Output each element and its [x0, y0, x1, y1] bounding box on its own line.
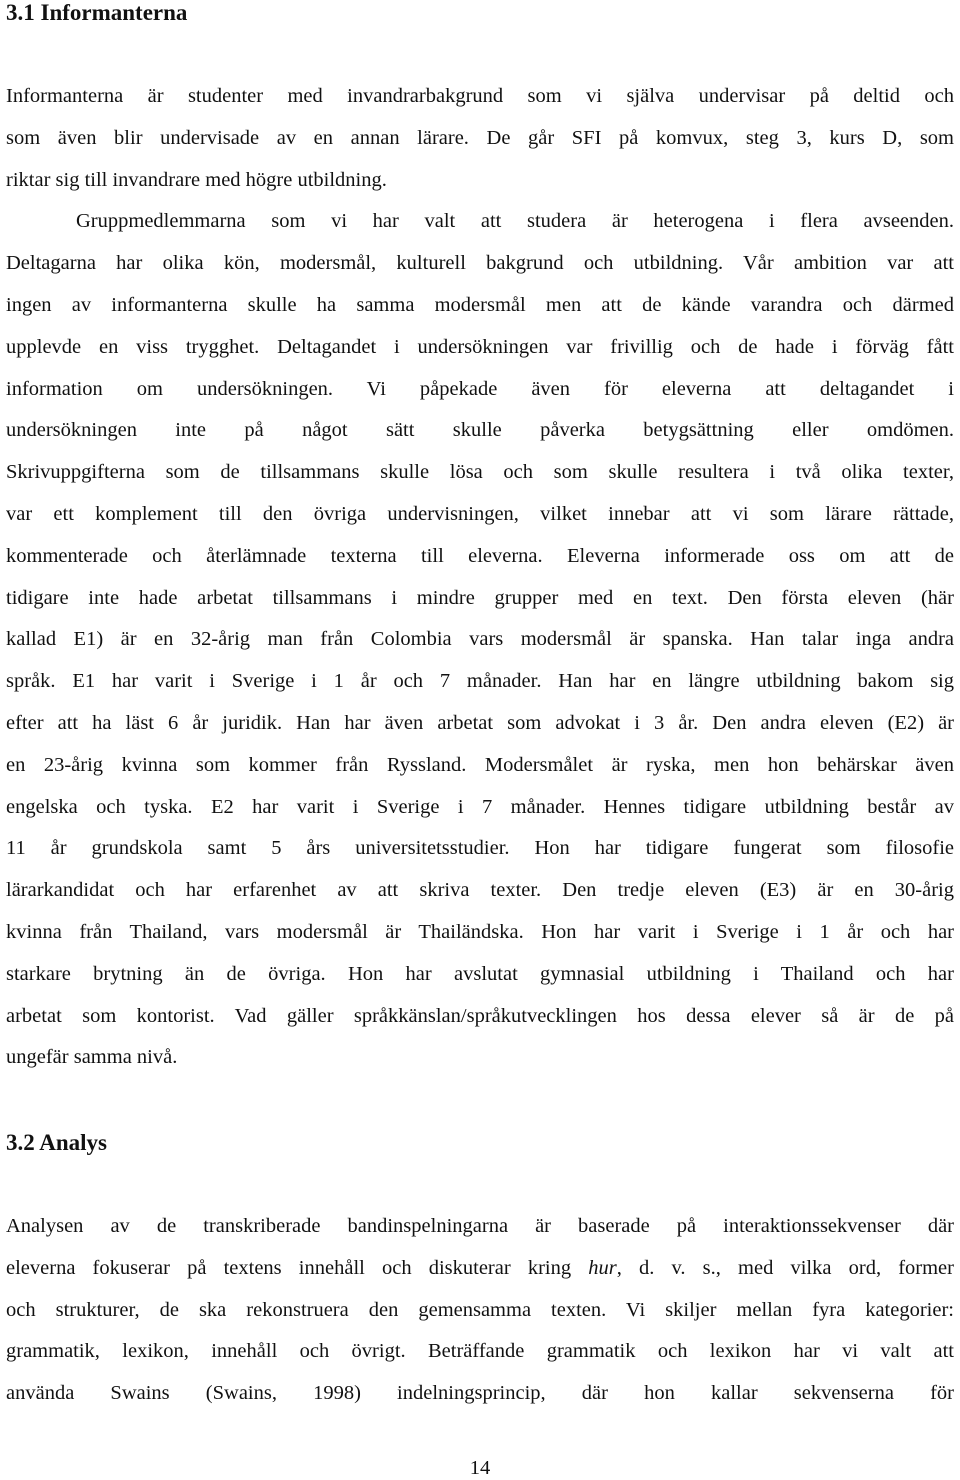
text-line: och strukturer, de ska rekonstruera den gemensamma texten. Vi skiljer mellan fyra kategorier: [6, 1298, 954, 1321]
text-line: grammatik, lexikon, innehåll och övrigt. Beträffande grammatik och lexikon har vi valt att [6, 1340, 954, 1363]
text-line: 11 år grundskola samt 5 års universitetsstudier. Hon har tidigare fungerat som filosofie [6, 837, 954, 860]
text-line: Deltagarna har olika kön, modersmål, kulturell bakgrund och utbildning. Vår ambition var att [6, 252, 954, 275]
text-line: Skrivuppgifterna som de tillsammans skulle lösa och som skulle resultera i två olika texter, [6, 461, 954, 484]
italic-word: hur [588, 1256, 617, 1279]
text-line: information om undersökningen. Vi påpekade även för eleverna att deltagandet i [6, 377, 954, 400]
text-line: kallad E1) är en 32-årig man från Colombia vars modersmål är spanska. Han talar inga andra [6, 628, 954, 651]
text-line: kommenterade och återlämnade texterna till eleverna. Eleverna informerade oss om att de [6, 544, 954, 567]
text-line: upplevde en viss trygghet. Deltagandet i undersökningen var frivillig och de hade i förväg fått [6, 335, 954, 358]
text-segment: , d. v. s., med vilka ord, former [616, 1256, 954, 1279]
text-line-with-italic [6, 1248, 954, 1290]
text-line: var ett komplement till den övriga undervisningen, vilket innebar att vi som lärare rättade, [6, 502, 954, 525]
paragraph-informanterna [6, 76, 954, 1079]
paragraph-analys [6, 1206, 954, 1415]
text-line: Informanterna är studenter med invandrarbakgrund som vi själva undervisar på deltid och [6, 85, 954, 107]
text-line: efter att ha läst 6 år juridik. Han har även arbetat som advokat i 3 år. Den andra eleven (E2) är [6, 711, 954, 734]
text-line: arbetat som kontorist. Vad gäller språkkänslan/språkutvecklingen hos dessa elever så är de på [6, 1004, 954, 1027]
text-line: som även blir undervisade av en annan lärare. De går SFI på komvux, steg 3, kurs D, som [6, 126, 954, 149]
text-line: språk. E1 har varit i Sverige i 1 år och 7 månader. Han har en längre utbildning bakom sig [6, 670, 954, 693]
text-line: engelska och tyska. E2 har varit i Sverige i 7 månader. Hennes tidigare utbildning består av [6, 795, 954, 818]
section-heading-informanterna: 3.1 Informanterna [6, 0, 188, 25]
section-heading-analys: 3.2 Analys [6, 1130, 107, 1155]
text-line: riktar sig till invandrare med högre utbildning. [6, 168, 387, 191]
text-line: kvinna från Thailand, vars modersmål är Thailändska. Hon har varit i Sverige i 1 år och har [6, 920, 954, 943]
text-line: en 23-årig kvinna som kommer från Ryssland. Modersmålet är ryska, men hon behärskar även [6, 753, 954, 776]
text-line: använda Swains (Swains, 1998) indelningsprincip, där hon kallar sekvenserna för [6, 1382, 954, 1405]
text-line: undersökningen inte på något sätt skulle påverka betygsättning eller omdömen. [6, 419, 954, 442]
text-line: ungefär samma nivå. [6, 1046, 178, 1069]
text-line: Analysen av de transkriberade bandinspelningarna är baserade på interaktionssekvenser där [6, 1215, 954, 1237]
text-line: lärarkandidat och har erfarenhet av att skriva texter. Den tredje eleven (E3) är en 30-årig [6, 879, 954, 902]
text-segment: eleverna fokuserar på textens innehåll och diskuterar kring [6, 1256, 589, 1279]
text-line: ingen av informanterna skulle ha samma modersmål men att de kände varandra och därmed [6, 293, 954, 316]
text-line: starkare brytning än de övriga. Hon har avslutat gymnasial utbildning i Thailand och har [6, 962, 954, 985]
text-line: Gruppmedlemmarna som vi har valt att studera är heterogena i flera avseenden. [76, 210, 954, 233]
page-number: 14 [469, 1457, 491, 1479]
text-line: tidigare inte hade arbetat tillsammans i mindre grupper med en text. Den första eleven (här [6, 586, 954, 609]
